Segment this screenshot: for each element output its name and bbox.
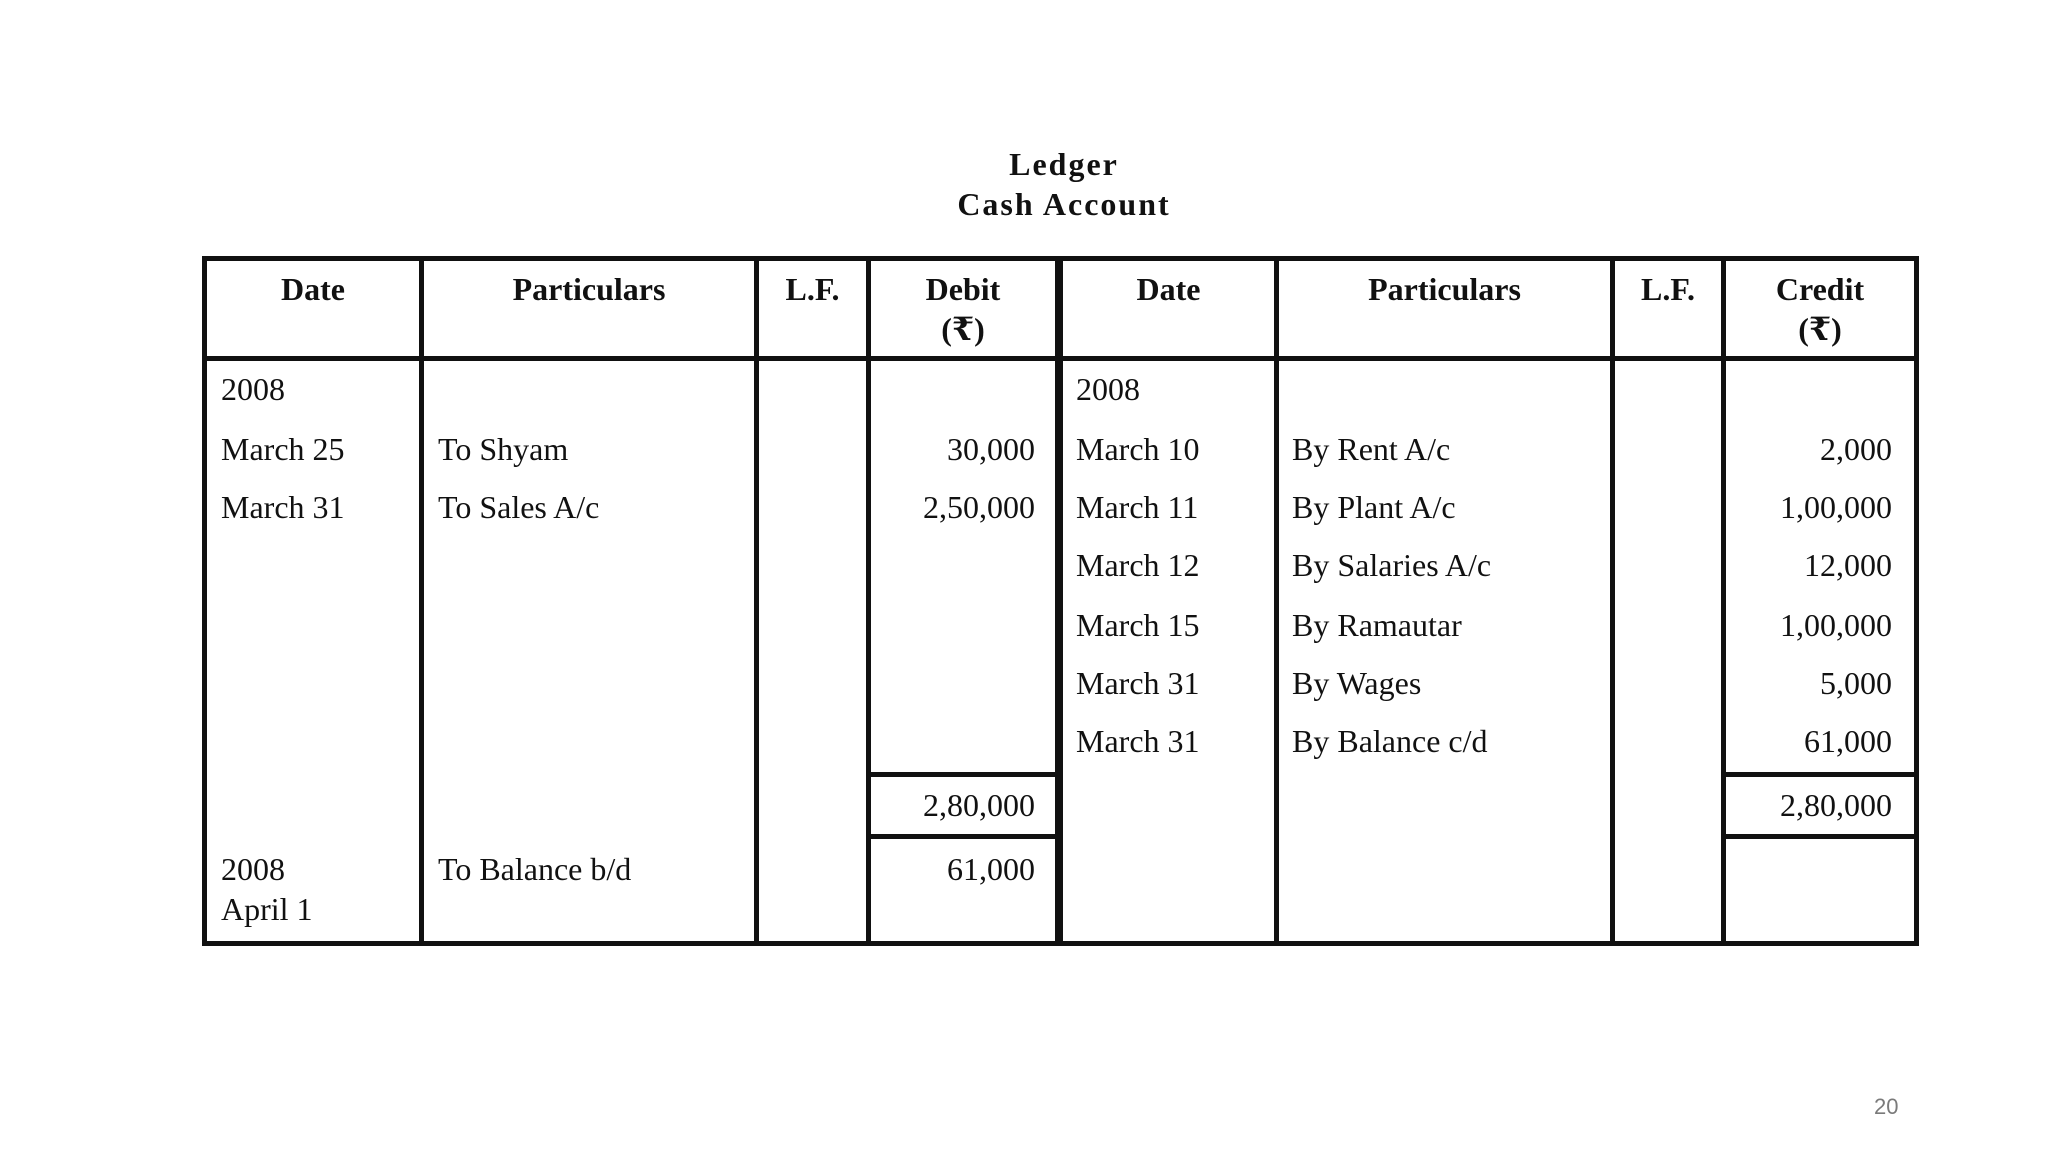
balance-date: April 1 — [221, 891, 313, 927]
credit-entry-amount: 5,000 — [1820, 665, 1892, 701]
header-particulars-debit: Particulars — [512, 271, 666, 307]
ledger-title: Ledger — [1009, 146, 1119, 182]
credit-entry-particulars: By Wages — [1292, 665, 1422, 701]
header-lf-credit: L.F. — [1641, 271, 1695, 307]
ledger-table — [202, 256, 1919, 946]
credit-entry-amount: 1,00,000 — [1780, 489, 1892, 525]
balance-year: 2008 — [221, 851, 285, 887]
header-credit-currency: (₹) — [1798, 311, 1842, 347]
credit-entry-date: March 12 — [1076, 547, 1200, 583]
debit-entry-amount: 30,000 — [947, 431, 1035, 467]
debit-year: 2008 — [221, 371, 285, 407]
balance-amount: 61,000 — [947, 851, 1035, 887]
header-debit: Debit — [925, 271, 1001, 307]
credit-entry-particulars: By Ramautar — [1292, 607, 1462, 643]
header-credit: Credit — [1775, 271, 1865, 307]
header-date-credit: Date — [1136, 271, 1201, 307]
debit-entry-date: March 25 — [221, 431, 345, 467]
debit-total-rule-bottom — [866, 834, 1060, 839]
header-lf-debit: L.F. — [785, 271, 840, 307]
debit-total: 2,80,000 — [923, 787, 1035, 823]
credit-entry-particulars: By Salaries A/c — [1292, 547, 1492, 583]
credit-entry-particulars: By Plant A/c — [1292, 489, 1456, 525]
credit-entry-amount: 61,000 — [1804, 723, 1892, 759]
credit-total-rule-bottom — [1721, 834, 1919, 839]
credit-entry-date: March 15 — [1076, 607, 1200, 643]
debit-entry-amount: 2,50,000 — [923, 489, 1035, 525]
debit-total-rule-top — [866, 772, 1060, 777]
credit-total-rule-top — [1721, 772, 1919, 777]
credit-entry-date: March 10 — [1076, 431, 1200, 467]
balance-particulars: To Balance b/d — [438, 851, 632, 887]
debit-entry-date: March 31 — [221, 489, 345, 525]
credit-entry-particulars: By Rent A/c — [1292, 431, 1451, 467]
page-number: 20 — [1874, 1094, 1899, 1119]
header-debit-currency: (₹) — [941, 311, 985, 347]
header-divider — [202, 356, 1919, 361]
header-particulars-credit: Particulars — [1368, 271, 1521, 307]
credit-entry-amount: 1,00,000 — [1780, 607, 1892, 643]
debit-entry-particulars: To Shyam — [438, 431, 569, 467]
account-title: Cash Account — [957, 186, 1171, 222]
credit-entry-date: March 31 — [1076, 665, 1200, 701]
header-date-debit: Date — [281, 271, 345, 307]
credit-entry-amount: 2,000 — [1820, 431, 1892, 467]
debit-entry-particulars: To Sales A/c — [438, 489, 600, 525]
credit-entry-amount: 12,000 — [1804, 547, 1892, 583]
credit-entry-date: March 11 — [1076, 489, 1199, 525]
credit-entry-date: March 31 — [1076, 723, 1200, 759]
credit-year: 2008 — [1076, 371, 1140, 407]
credit-entry-particulars: By Balance c/d — [1292, 723, 1488, 759]
credit-total: 2,80,000 — [1780, 787, 1892, 823]
